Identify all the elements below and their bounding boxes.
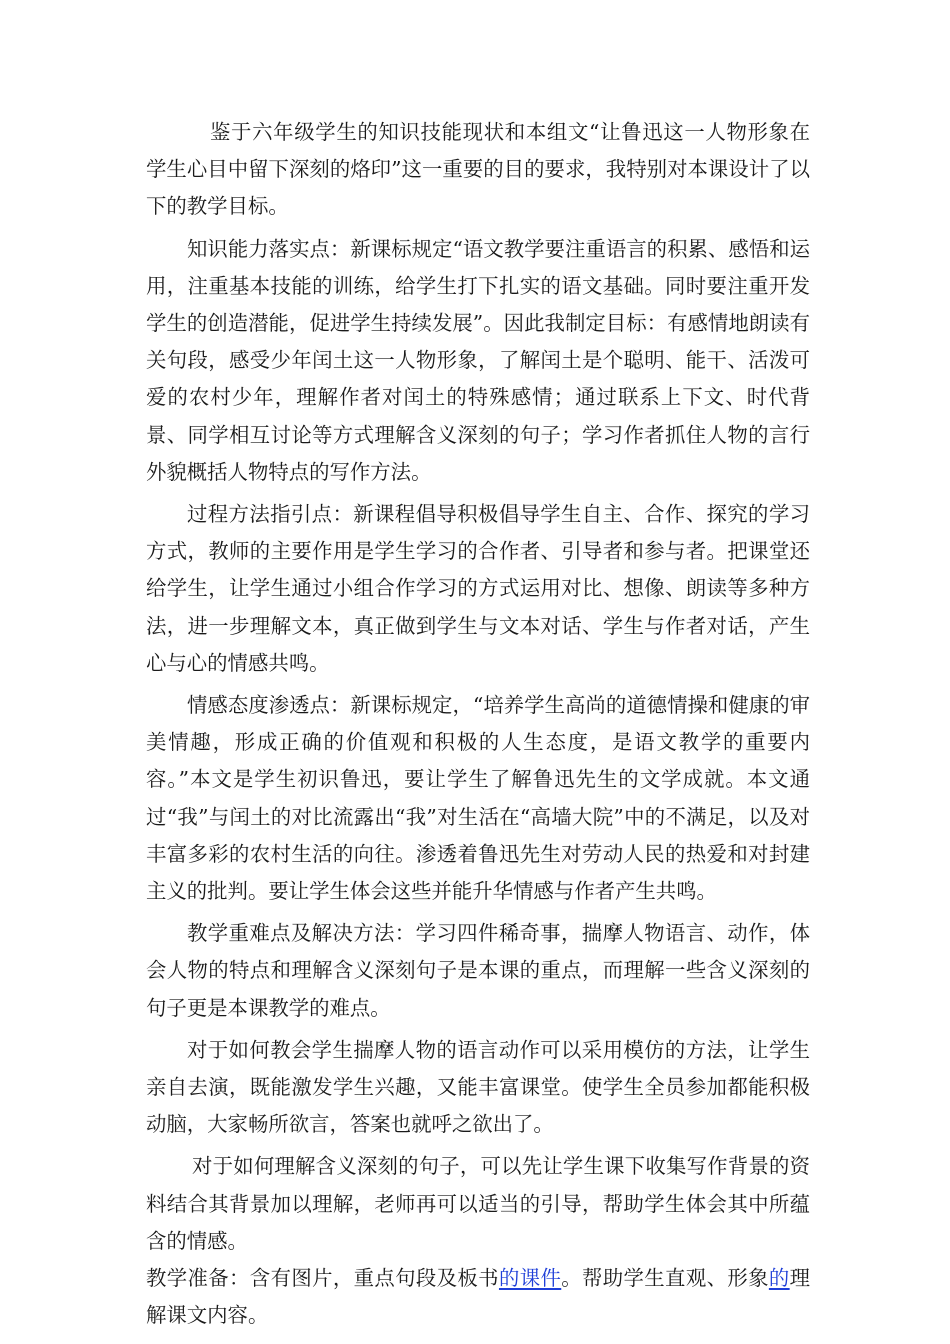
paragraph-teaching-preparation xyxy=(146,1260,810,1334)
paragraph-key-difficulties: 教学重难点及解决方法：学习四件稀奇事，揣摩人物语言、动作，体会人物的特点和理解含义深刻句子是本课的重点，而理解一些含义深刻的句子更是本课教学的难点。 xyxy=(146,921,810,1020)
paragraph-deep-sentences: 对于如何理解含义深刻的句子，可以先让学生课下收集写作背景的资料结合其背景加以理解，老师再可以适当的引导，帮助学生体会其中所蕴含的情感。 xyxy=(146,1154,810,1253)
preparation-text-2: 。帮助学生直观、形象 xyxy=(561,1266,769,1291)
paragraph-knowledge-ability: 知识能力落实点：新课标规定“语文教学要注重语言的积累、感悟和运用，注重基本技能的训练，给学生打下扎实的语文基础。同时要注重开发学生的创造潜能，促进学生持续发展”。因此我制定目标：有感情地朗读有关句段，感受少年闰土这一人物形象，了解闰土是个聪明、能干、活泼可爱的农村少年，理解作者对闰土的特殊感情；通过联系上下文、时代背景、同学相互讨论等方式理解含义深刻的句子；学习作者抓住人物的言行外貌概括人物特点的写作方法。 xyxy=(146,236,810,484)
courseware-link[interactable]: 的课件 xyxy=(498,1266,562,1291)
paragraph-imitation-method: 对于如何教会学生揣摩人物的语言动作可以采用模仿的方法，让学生亲自去演，既能激发学生兴趣，又能丰富课堂。使学生全员参加都能积极动脑，大家畅所欲言，答案也就呼之欲出了。 xyxy=(146,1037,810,1137)
paragraph-intro: 鉴于六年级学生的知识技能现状和本组文“让鲁迅这一人物形象在学生心目中留下深刻的烙印”这一重要的目的要求，我特别对本课设计了以下的教学目标。 xyxy=(146,120,810,219)
preparation-text-3: 理解课文内容。 xyxy=(146,1266,811,1328)
paragraph-emotion-attitude: 情感态度渗透点：新课标规定，“培养学生高尚的道德情操和健康的审美情趣，形成正确的价值观和积极的人生态度，是语文教学的重要内容。”本文是学生初识鲁迅，要让学生了解鲁迅先生的文学成就。本文通过“我”与闰土的对比流露出“我”对生活在“高墙大院”中的不满足，以及对丰富多彩的农村生活的向往。渗透着鲁迅先生对劳动人民的热爱和对封建主义的批判。要让学生体会这些并能升华情感与作者产生共鸣。 xyxy=(146,693,810,904)
de-link[interactable]: 的 xyxy=(768,1266,790,1291)
paragraph-process-method: 过程方法指引点：新课程倡导积极倡导学生自主、合作、探究的学习方式，教师的主要作用是学生学习的合作者、引导者和参与者。把课堂还给学生，让学生通过小组合作学习的方式运用对比、想像、朗读等多种方法，进一步理解文本，真正做到学生与文本对话、学生与作者对话，产生心与心的情感共鸣。 xyxy=(146,502,810,675)
preparation-text-1: 教学准备：含有图片，重点句段及板书 xyxy=(146,1266,499,1291)
document-body xyxy=(146,114,810,1340)
